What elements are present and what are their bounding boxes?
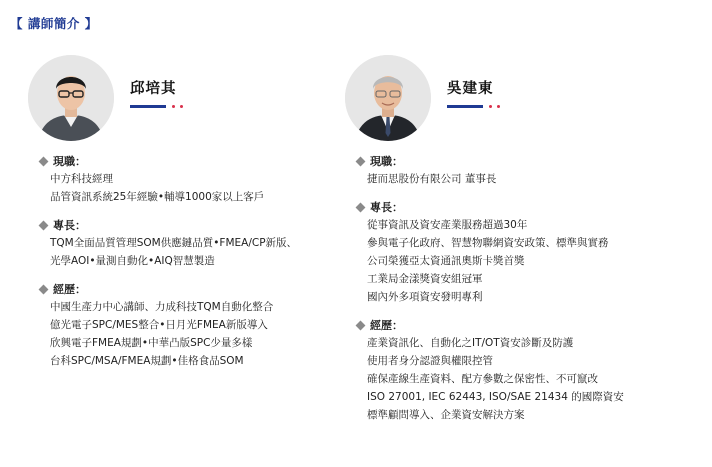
section-heading: 現職： xyxy=(370,155,403,168)
section-line: 台科SPC/MSA/FMEA規劃•佳格食品SOM xyxy=(50,355,244,367)
section-heading: 專長： xyxy=(370,201,403,214)
section-line: 確保產線生產資料、配方參數之保密性、不可竄改 xyxy=(367,373,598,385)
section-expertise xyxy=(355,198,675,306)
section-title: 【 講師簡介 】 xyxy=(10,16,98,31)
avatar xyxy=(28,55,114,141)
section-heading: 經歷： xyxy=(53,283,86,296)
section-experience xyxy=(355,316,675,424)
section-expertise xyxy=(38,216,358,270)
section-line: 欣興電子FMEA規劃•中華凸版SPC少量多樣 xyxy=(50,337,253,349)
section-line: 光學AOI•量測自動化•AIQ智慧製造 xyxy=(50,255,215,267)
section-line: 標準顧問導入、企業資安解決方案 xyxy=(367,409,525,421)
section-line: ISO 27001, IEC 62443, ISO/SAE 21434 的國際資安 xyxy=(367,391,624,403)
section-line: 億光電子SPC/MES整合•日月光FMEA新版導入 xyxy=(50,319,268,331)
section-heading: 經歷： xyxy=(370,319,403,332)
section-line: 參與電子化政府、智慧物聯網資安政策、標準與實務 xyxy=(367,237,609,249)
section-line: 公司榮獲亞太資通訊奧斯卡獎首獎 xyxy=(367,255,525,267)
instructor-name: 邱培其 xyxy=(130,81,177,97)
avatar xyxy=(345,55,431,141)
section-heading: 專長： xyxy=(53,219,86,232)
name-underline-decoration xyxy=(130,105,210,108)
diamond-bullet-icon xyxy=(356,202,366,212)
section-line: 從事資訊及資安產業服務超過30年 xyxy=(367,219,528,231)
diamond-bullet-icon xyxy=(39,156,49,166)
section-current-position xyxy=(38,152,358,206)
diamond-bullet-icon xyxy=(39,220,49,230)
section-line: 中方科技經理 xyxy=(50,173,113,185)
diamond-bullet-icon xyxy=(356,156,366,166)
section-current-position xyxy=(355,152,675,188)
section-heading: 現職： xyxy=(53,155,86,168)
section-line: 工業局金漾獎資安組冠軍 xyxy=(367,273,483,285)
name-underline-decoration xyxy=(447,105,527,108)
section-line: 使用者身分認證與權限控管 xyxy=(367,355,493,367)
instructor-name: 吳建東 xyxy=(447,81,494,97)
section-line: 產業資訊化、自動化之IT/OT資安診斷及防護 xyxy=(367,337,574,349)
section-line: 品管資訊系統25年經驗•輔導1000家以上客戶 xyxy=(50,191,265,203)
section-line: 中國生產力中心講師、力成科技TQM自動化整合 xyxy=(50,301,274,313)
diamond-bullet-icon xyxy=(356,320,366,330)
section-line: 國內外多項資安發明專利 xyxy=(367,291,483,303)
section-line: 捷而思股份有限公司 董事長 xyxy=(367,173,497,185)
diamond-bullet-icon xyxy=(39,284,49,294)
section-line: TQM全面品質管理SOM供應鏈品質•FMEA/CP新版、 xyxy=(50,237,298,249)
section-experience xyxy=(38,280,358,370)
